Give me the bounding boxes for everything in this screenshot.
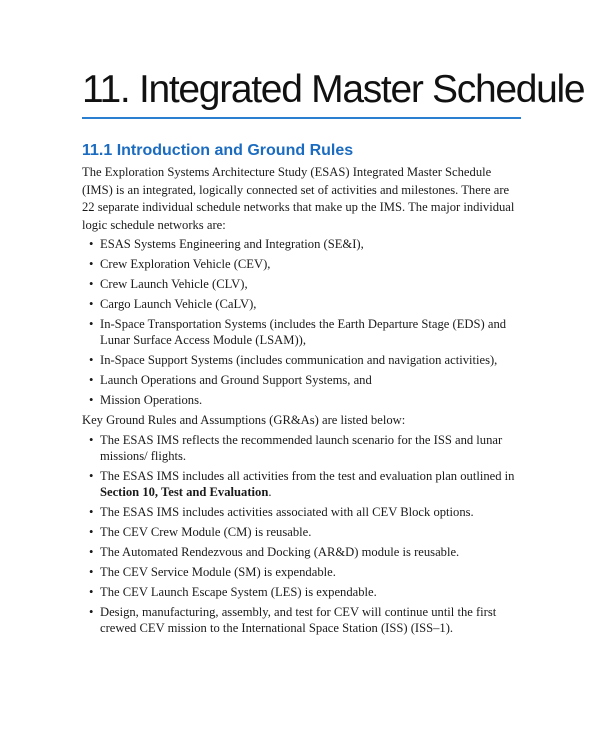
list-item: • Crew Exploration Vehicle (CEV), (82, 256, 522, 272)
network-list (82, 236, 522, 408)
section-reference: Section 10 (100, 484, 155, 499)
list-item: • In-Space Support Systems (includes communication and navigation activities), (82, 352, 522, 368)
list-item: • Cargo Launch Vehicle (CaLV), (82, 296, 522, 312)
ground-rules-intro: Key Ground Rules and Assumptions (GR&As) are listed below: (82, 413, 406, 427)
list-item: • Crew Launch Vehicle (CLV), (82, 276, 522, 292)
intro-paragraph: The Exploration Systems Architecture Study (ESAS) Integrated Master Schedule (IMS) is an integrated, logically connected set of activities and milestones. There are 22 separate individual schedule networks that make up the IMS. The major individual logic schedule networks are: (82, 165, 515, 232)
list-item: • The Automated Rendezvous and Docking (AR&D) module is reusable. (82, 544, 522, 560)
period: . (268, 484, 272, 499)
section-reference-title: Test and Evaluation (161, 484, 269, 499)
separator: , (154, 484, 161, 499)
list-item: • The ESAS IMS reflects the recommended launch scenario for the ISS and lunar missions/ flights. (82, 432, 522, 464)
list-item: • The CEV Launch Escape System (LES) is expendable. (82, 584, 522, 600)
list-item: • Launch Operations and Ground Support Systems, and (82, 372, 522, 388)
list-item: • The CEV Service Module (SM) is expendable. (82, 564, 522, 580)
list-item: • Design, manufacturing, assembly, and test for CEV will continue until the first crewed CEV mission to the International Space Station (ISS) (ISS–1). (82, 604, 522, 636)
list-item: • The CEV Crew Module (CM) is reusable. (82, 524, 522, 540)
title-divider (82, 117, 521, 119)
rule-text: The ESAS IMS includes all activities from the test and evaluation plan outlined in (100, 468, 515, 483)
section-body (82, 164, 522, 640)
list-item: • ESAS Systems Engineering and Integration (SE&I), (82, 236, 522, 252)
list-item (82, 468, 522, 500)
section-heading: 11.1 Introduction and Ground Rules (82, 142, 354, 159)
ground-rules-list (82, 432, 522, 636)
chapter-title: 11. Integrated Master Schedule (82, 68, 585, 111)
list-item: • Mission Operations. (82, 392, 522, 408)
list-item: • In-Space Transportation Systems (includes the Earth Departure Stage (EDS) and Lunar Surface Access Module (LSAM)), (82, 316, 522, 348)
list-item: • The ESAS IMS includes activities associated with all CEV Block options. (82, 504, 522, 520)
